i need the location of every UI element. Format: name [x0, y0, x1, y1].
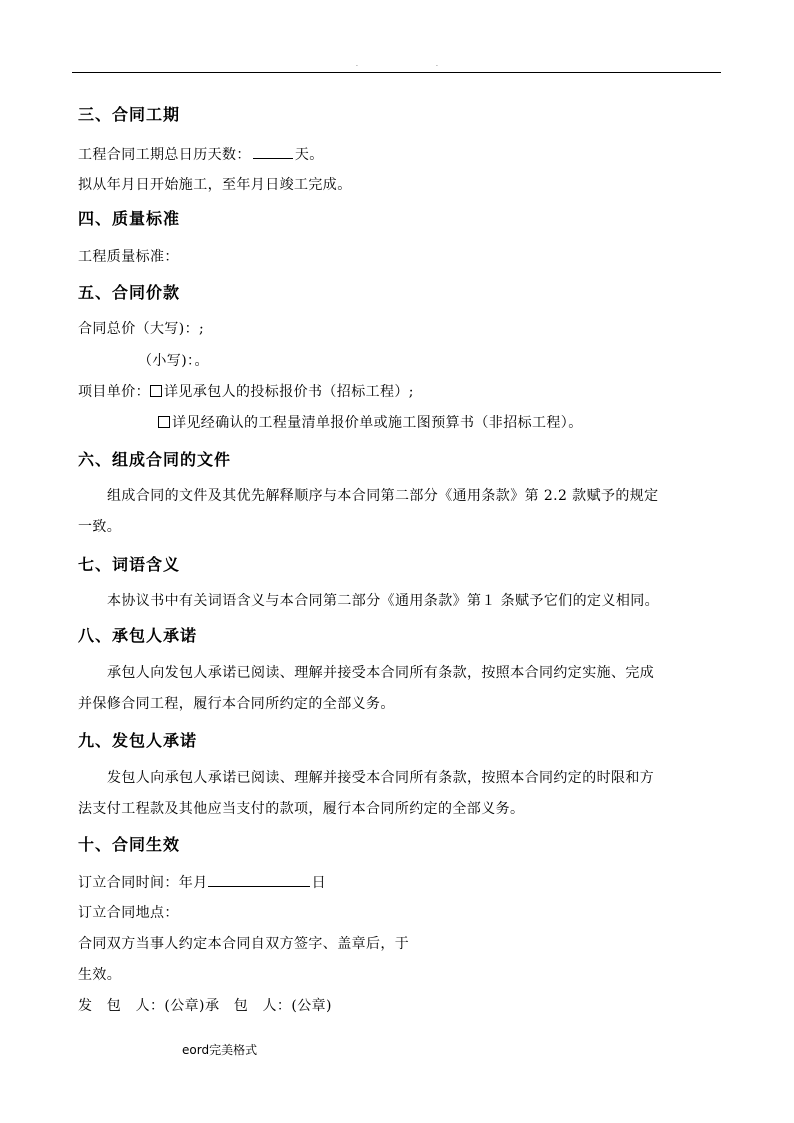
paragraph-9-line-2: 法支付工程款及其他应当支付的款项，履行本合同所约定的全部义务。	[78, 801, 525, 817]
effect-line-2: 生效。	[78, 967, 122, 983]
header-dot: .	[356, 61, 358, 68]
paragraph-8-line-2: 并保修合同工程，履行本合同所约定的全部义务。	[78, 696, 395, 712]
employer-signature: 发 包 人：(公章)	[78, 998, 205, 1014]
paragraph-6-line-1: 组成合同的文件及其优先解释顺序与本合同第二部分《通用条款》第 2.2 款赋予的规定	[107, 488, 659, 504]
unit-price-option2-line	[158, 414, 721, 432]
page-footer: eord完美格式	[182, 1043, 258, 1057]
section-heading-6: 六、组成合同的文件	[78, 450, 232, 469]
duration-label: 工程合同工期总日历天数：	[78, 147, 251, 163]
section-heading-5: 五、合同价款	[78, 283, 181, 302]
section-heading-3: 三、合同工期	[78, 105, 181, 124]
duration-unit: 天。	[294, 147, 324, 163]
section-heading-4: 四、质量标准	[78, 209, 181, 228]
header-dot: .	[436, 61, 438, 68]
schedule-line: 拟从年月日开始施工，至年月日竣工完成。	[78, 177, 352, 193]
header-rule	[72, 72, 721, 73]
header-marks	[0, 62, 794, 70]
unit-price-line	[78, 383, 721, 401]
signing-time-label: 订立合同时间：年月	[78, 875, 208, 891]
checkbox-nonbid-project[interactable]	[158, 416, 170, 428]
days-blank[interactable]	[253, 145, 293, 159]
contractor-signature: 承 包 人：(公章)	[204, 998, 332, 1014]
option-nonbid-project: 详见经确认的工程量清单报价单或施工图预算书（非招标工程）。	[172, 415, 583, 431]
date-blank[interactable]	[208, 873, 310, 887]
total-price-upper: 合同总价（大写)：;	[78, 321, 205, 337]
total-price-lower: （小写)：。	[138, 353, 209, 369]
signature-line	[78, 997, 721, 1015]
section-heading-8: 八、承包人承诺	[78, 626, 198, 645]
quality-standard-line: 工程质量标准：	[78, 249, 179, 265]
signing-time-day: 日	[311, 875, 327, 891]
duration-line	[78, 145, 721, 164]
paragraph-8-line-1: 承包人向发包人承诺已阅读、理解并接受本合同所有条款，按照本合同约定实施、完成	[107, 665, 655, 681]
section-heading-10: 十、合同生效	[78, 835, 181, 854]
signing-place-line: 订立合同地点：	[78, 905, 179, 921]
paragraph-9-line-1: 发包人向承包人承诺已阅读、理解并接受本合同所有条款，按照本合同约定的时限和方	[107, 770, 655, 786]
effect-line-1: 合同双方当事人约定本合同自双方签字、盖章后，于	[78, 936, 410, 952]
section-heading-9: 九、发包人承诺	[78, 731, 198, 750]
signing-time-line	[78, 873, 721, 892]
unit-price-label: 项目单价：	[78, 384, 150, 400]
section-heading-7: 七、词语含义	[78, 555, 181, 574]
option-bid-project: 详见承包人的投标报价书（招标工程）;	[164, 384, 414, 400]
checkbox-bid-project[interactable]	[150, 385, 162, 397]
paragraph-7-line-1: 本协议书中有关词语含义与本合同第二部分《通用条款》第１ 条赋予它们的定义相同。	[107, 593, 660, 609]
paragraph-6-line-2: 一致。	[78, 519, 122, 535]
